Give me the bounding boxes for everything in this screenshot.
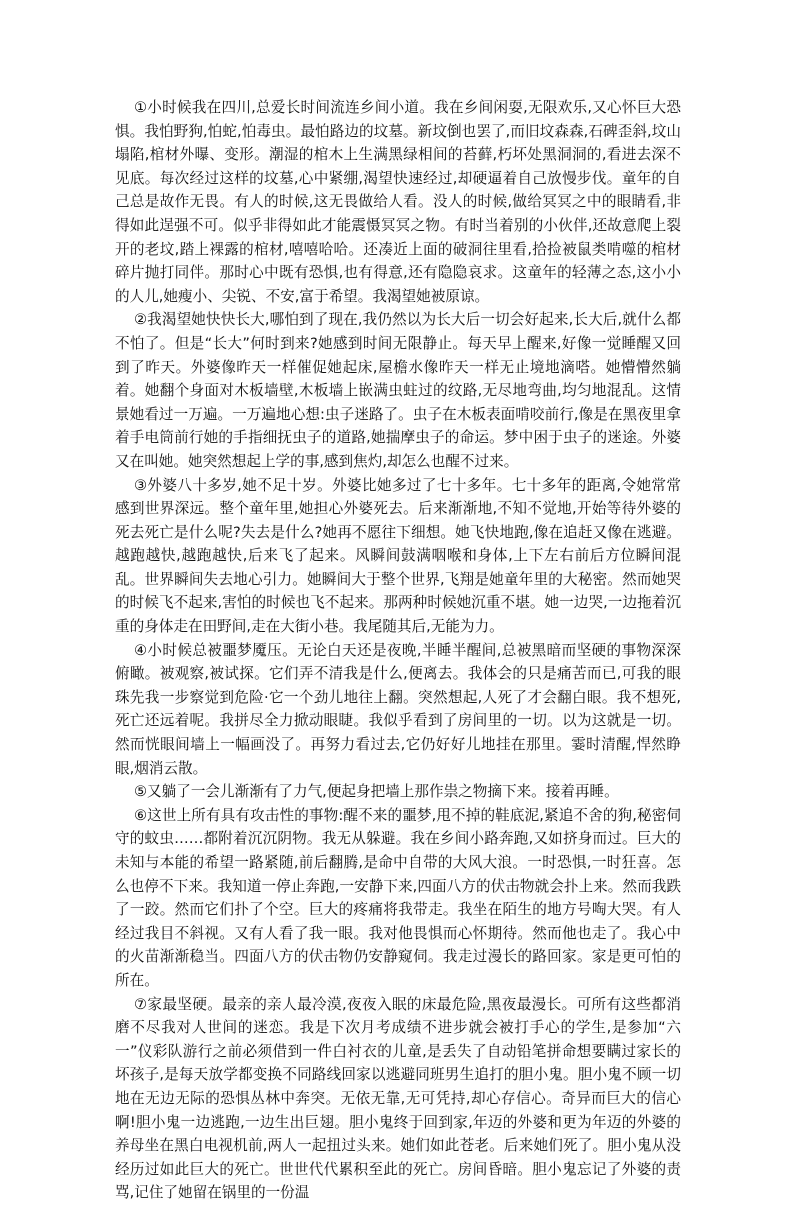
paragraph-6: ⑥这世上所有具有攻击性的事物:醒不来的噩梦,甩不掉的鞋底泥,紧追不舍的狗,秘密伺守的蚊虫……都附着沉沉阴物。我无从躲避。我在乡间小路奔跑,又如挤身而过。巨大的未知与本能的希望一路紧随,前后翻腾,是命中自带的大风大浪。一时恐惧,一时狂喜。怎么也停不下来。我知道一停止奔跑,一安静下来,四面八方的伏击物就会扑上来。然而我跌了一跤。然而它们扑了个空。巨大的疼痛将我带走。我坐在陌生的地方号啕大哭。有人经过我目不斜视。又有人看了我一眼。我对他畏惧而心怀期待。然而他也走了。我心中的火苗渐渐稳当。四面八方的伏击物仍安静窥伺。我走过漫长的路回家。家是更可怕的所在。 bbox=[115, 806, 681, 989]
paragraph-2: ②我渴望她快快长大,哪怕到了现在,我仍然以为长大后一切会好起来,长大后,就什么都不怕了。但是“长大”何时到来?她感到时间无限静止。每天早上醒来,好像一觉睡醒又回到了昨天。外婆像昨天一样催促她起床,屋檐水像昨天一样无止境地滴嗒。她懵懵然躺着。她翻个身面对木板墙壁,木板墙上嵌满虫蛀过的纹路,无尽地弯曲,均匀地混乱。这情景她看过一万遍。一万遍地心想:虫子迷路了。虫子在木板表面啃咬前行,像是在黑夜里拿着手电筒前行她的手指细抚虫子的道路,她揣摩虫子的命运。梦中困于虫子的迷途。外婆又在叫她。她突然想起上学的事,感到焦灼,却怎么也醒不过来。 bbox=[115, 311, 681, 470]
paragraph-1: ①小时候我在四川,总爱长时间流连乡间小道。我在乡间闲耍,无限欢乐,又心怀巨大恐惧。我怕野狗,怕蛇,怕毒虫。最怕路边的坟墓。新坟倒也罢了,而旧坟森森,石碑歪斜,坟山塌陷,棺材外曝、变形。潮湿的棺木上生满黑绿相间的苔藓,朽坏处黑洞洞的,看进去深不见底。每次经过这样的坟墓,心中紧绷,渴望快速经过,却硬逼着自己放慢步伐。童年的自己总是故作无畏。有人的时候,这无畏做给人看。没人的时候,做给冥冥之中的眼睛看,非得如此逞强不可。似乎非得如此才能震慑冥冥之物。有时当着别的小伙伴,还故意爬上裂开的老坟,踏上裸露的棺材,嘻嘻哈哈。还凑近上面的破洞往里看,拾捡被鼠类啃噬的棺材碎片抛打同伴。那时心中既有恐惧,也有得意,还有隐隐哀求。这童年的轻薄之态,这小小的人儿,她瘦小、尖锐、不安,富于希望。我渴望她被原谅。 bbox=[115, 99, 681, 305]
paragraph-7: ⑦家最坚硬。最亲的亲人最冷漠,夜夜入眠的床最危险,黑夜最漫长。可所有这些都消磨不尽我对人世间的迷恋。我是下次月考成绩不进步就会被打手心的学生,是参加“六一”仪彩队游行之前必须借到一件白衬衣的儿童,是丢失了自动铅笔拼命想要瞒过家长的坏孩子,是每天放学都变换不同路线回家以逃避同班男生追打的胆小鬼。胆小鬼不顾一切地在无边无际的恐惧丛林中奔突。无依无靠,无可凭持,却心存信心。奇异而巨大的信心啊!胆小鬼一边逃跑,一边生出巨翅。胆小鬼终于回到家,年迈的外婆和更为年迈的外婆的养母坐在黑白电视机前,两人一起扭过头来。她们如此苍老。后来她们死了。胆小鬼从没经历过如此巨大的死亡。世世代代累积至此的死亡。房间昏暗。胆小鬼忘记了外婆的责骂,记住了她留在锅里的一份温 bbox=[115, 995, 681, 1202]
document-page bbox=[115, 96, 681, 1205]
paragraph-4: ④小时候总被噩梦魇压。无论白天还是夜晚,半睡半醒间,总被黑暗而坚硬的事物深深俯瞰。被观察,被试探。它们弄不清我是什么,便离去。我体会的只是痛苦而已,可我的眼珠先我一步察觉到危险·它一个劲儿地往上翻。突然想起,人死了才会翻白眼。我不想死,死亡还远着呢。我拼尽全力掀动眼睫。我似乎看到了房间里的一切。以为这就是一切。然而恍眼间墙上一幅画没了。再努力看过去,它仍好好儿地挂在那里。霎时清醒,悍然睁眼,烟消云散。 bbox=[115, 641, 681, 777]
paragraph-5: ⑤又躺了一会儿渐渐有了力气,便起身把墙上那作祟之物摘下来。接着再睡。 bbox=[133, 783, 619, 801]
paragraph-3: ③外婆八十多岁,她不足十岁。外婆比她多过了七十多年。七十多年的距离,令她常常感到世界深远。整个童年里,她担心外婆死去。后来渐渐地,不知不觉地,开始等待外婆的死去死亡是什么呢?失去是什么?她再不愿往下细想。她飞快地跑,像在追赶又像在逃避。越跑越快,越跑越快,后来飞了起来。风瞬间鼓满咽喉和身体,上下左右前后方位瞬间混乱。世界瞬间失去地心引力。她瞬间大于整个世界,飞翔是她童年里的大秘密。然而她哭的时候飞不起来,害怕的时候也飞不起来。那两种时候她沉重不堪。她一边哭,一边拖着沉重的身体走在田野间,走在大街小巷。我尾随其后,无能为力。 bbox=[115, 476, 681, 636]
